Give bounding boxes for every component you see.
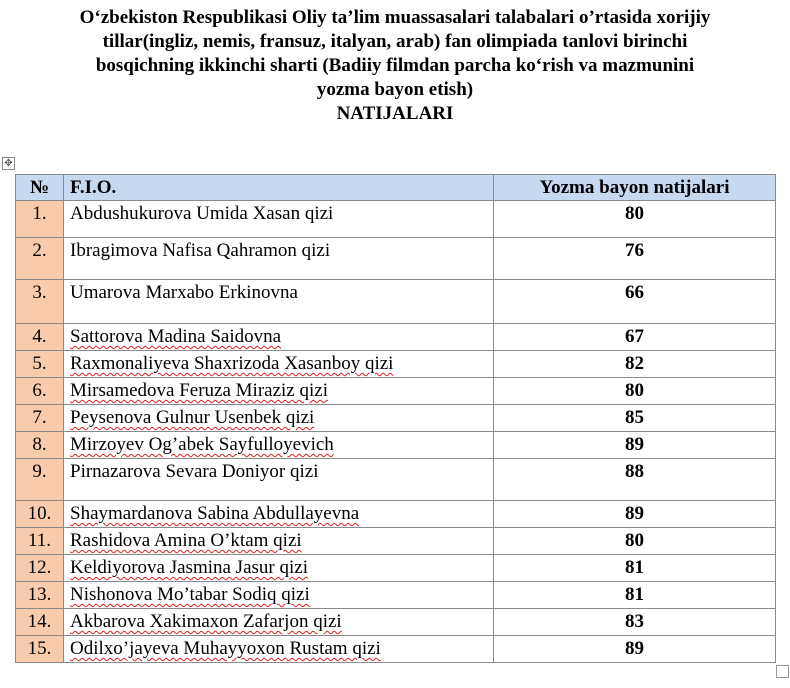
row-name-cell xyxy=(64,238,494,280)
student-name: Shaymardanova Sabina Abdullayevna xyxy=(70,503,360,524)
student-name: Rashidova Amina O’ktam qizi xyxy=(70,530,302,551)
row-number-cell xyxy=(16,555,64,582)
row-name-cell xyxy=(64,351,494,378)
row-number: 10. xyxy=(27,503,52,524)
header-name: F.I.O. xyxy=(64,175,494,201)
row-number-cell xyxy=(16,201,64,238)
table-row xyxy=(16,555,776,582)
row-number-cell xyxy=(16,609,64,636)
student-name: Odilxo’jayeva Muhayyoxon Rustam qizi xyxy=(70,638,381,659)
row-number: 6. xyxy=(32,380,47,401)
row-name-cell xyxy=(64,501,494,528)
student-score: 89 xyxy=(625,638,644,659)
student-name: Pirnazarova Sevara Doniyor qizi xyxy=(70,461,319,482)
student-name: Abdushukurova Umida Xasan qizi xyxy=(70,203,334,224)
row-number-cell xyxy=(16,501,64,528)
table-row xyxy=(16,280,776,324)
student-score: 76 xyxy=(625,240,644,261)
row-name-cell xyxy=(64,636,494,663)
student-score: 82 xyxy=(625,353,644,374)
table-row xyxy=(16,582,776,609)
row-number-cell xyxy=(16,238,64,280)
student-score: 80 xyxy=(625,380,644,401)
row-number: 2. xyxy=(32,240,47,261)
row-score-cell xyxy=(494,555,776,582)
row-number-cell xyxy=(16,351,64,378)
title-line-5: NATIJALARI xyxy=(336,103,454,124)
student-score: 80 xyxy=(625,530,644,551)
table-row xyxy=(16,405,776,432)
header-score: Yozma bayon natijalari xyxy=(494,175,776,201)
row-number-cell xyxy=(16,582,64,609)
row-number: 12. xyxy=(27,557,52,578)
row-number-cell xyxy=(16,378,64,405)
row-name-cell xyxy=(64,609,494,636)
table-body xyxy=(16,201,776,663)
row-number-cell xyxy=(16,405,64,432)
row-score-cell xyxy=(494,280,776,324)
row-score-cell xyxy=(494,501,776,528)
row-number: 11. xyxy=(27,530,52,551)
row-number: 5. xyxy=(32,353,47,374)
student-score: 81 xyxy=(625,557,644,578)
row-score-cell xyxy=(494,238,776,280)
row-number: 9. xyxy=(32,461,47,482)
student-name: Ibragimova Nafisa Qahramon qizi xyxy=(70,240,331,261)
row-number-cell xyxy=(16,636,64,663)
table-row xyxy=(16,351,776,378)
row-name-cell xyxy=(64,432,494,459)
student-name: Keldiyorova Jasmina Jasur qizi xyxy=(70,557,308,578)
table-row xyxy=(16,378,776,405)
table-resize-handle-icon[interactable] xyxy=(776,665,789,678)
row-name-cell xyxy=(64,405,494,432)
row-score-cell xyxy=(494,405,776,432)
row-number-cell xyxy=(16,432,64,459)
student-score: 66 xyxy=(625,282,644,303)
student-name: Mirzoyev Og’abek Sayfulloyevich xyxy=(70,434,334,455)
row-score-cell xyxy=(494,201,776,238)
row-number-cell xyxy=(16,280,64,324)
student-name: Mirsamedova Feruza Miraziz qizi xyxy=(70,380,328,401)
header-number: № xyxy=(16,175,64,201)
student-name: Akbarova Xakimaxon Zafarjon qizi xyxy=(70,611,342,632)
row-name-cell xyxy=(64,459,494,501)
row-name-cell xyxy=(64,201,494,238)
row-name-cell xyxy=(64,555,494,582)
student-score: 81 xyxy=(625,584,644,605)
row-number: 13. xyxy=(27,584,52,605)
row-score-cell xyxy=(494,636,776,663)
student-name: Nishonova Mo’tabar Sodiq qizi xyxy=(70,584,310,605)
row-score-cell xyxy=(494,528,776,555)
student-name: Sattorova Madina Saidovna xyxy=(70,326,282,347)
row-score-cell xyxy=(494,432,776,459)
row-score-cell xyxy=(494,459,776,501)
row-number-cell xyxy=(16,528,64,555)
table-row xyxy=(16,459,776,501)
row-name-cell xyxy=(64,378,494,405)
title-line-3: bosqichning ikkinchi sharti (Badiiy filmdan parcha ko‘rish va mazmunini xyxy=(95,55,695,76)
row-name-cell xyxy=(64,528,494,555)
table-row xyxy=(16,324,776,351)
student-score: 89 xyxy=(625,434,644,455)
results-table xyxy=(15,174,776,663)
row-number: 1. xyxy=(32,203,47,224)
row-name-cell xyxy=(64,582,494,609)
student-name: Peysenova Gulnur Usenbek qizi xyxy=(70,407,315,428)
student-score: 88 xyxy=(625,461,644,482)
title-line-4: yozma bayon etish) xyxy=(316,79,474,100)
row-name-cell xyxy=(64,324,494,351)
row-score-cell xyxy=(494,609,776,636)
student-score: 67 xyxy=(625,326,644,347)
row-score-cell xyxy=(494,582,776,609)
table-row xyxy=(16,636,776,663)
row-number: 8. xyxy=(32,434,47,455)
title-line-2: tillar(ingliz, nemis, fransuz, italyan, arab) fan olimpiada tanlovi birinchi xyxy=(102,31,688,52)
table-move-handle-icon[interactable]: ✥ xyxy=(2,157,15,170)
row-name-cell xyxy=(64,280,494,324)
row-number: 15. xyxy=(27,638,52,659)
row-number: 14. xyxy=(27,611,52,632)
table-row xyxy=(16,238,776,280)
row-number: 4. xyxy=(32,326,47,347)
table-row xyxy=(16,501,776,528)
row-number: 7. xyxy=(32,407,47,428)
student-score: 89 xyxy=(625,503,644,524)
student-name: Umarova Marxabo Erkinovna xyxy=(70,282,298,303)
table-row xyxy=(16,432,776,459)
row-score-cell xyxy=(494,378,776,405)
title-line-1: O‘zbekiston Respublikasi Oliy ta’lim muassasalari talabalari o’rtasida xorijiy xyxy=(79,7,711,28)
row-score-cell xyxy=(494,351,776,378)
row-number-cell xyxy=(16,459,64,501)
table-header-row xyxy=(16,175,776,201)
student-name: Raxmonaliyeva Shaxrizoda Xasanboy qizi xyxy=(70,353,394,374)
row-score-cell xyxy=(494,324,776,351)
row-number-cell xyxy=(16,324,64,351)
student-score: 83 xyxy=(625,611,644,632)
table-row xyxy=(16,201,776,238)
document-title xyxy=(0,6,790,126)
student-score: 85 xyxy=(625,407,644,428)
table-row xyxy=(16,609,776,636)
student-score: 80 xyxy=(625,203,644,224)
table-row xyxy=(16,528,776,555)
row-number: 3. xyxy=(32,282,47,303)
